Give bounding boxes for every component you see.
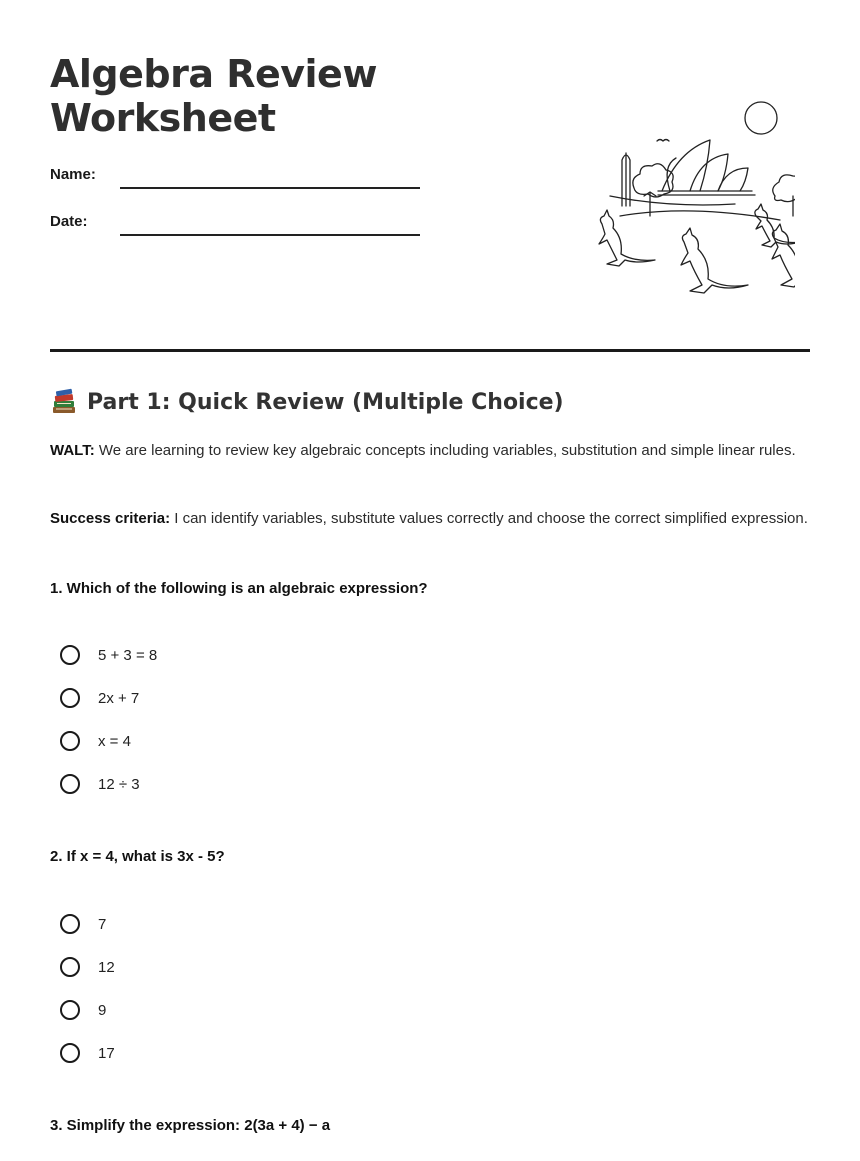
option-label: 7 (98, 915, 107, 933)
radio-button[interactable] (60, 957, 80, 977)
date-field-line[interactable] (120, 234, 420, 236)
radio-button[interactable] (60, 645, 80, 665)
option-label: 12 (98, 958, 115, 976)
question-2-option-a[interactable] (60, 914, 106, 934)
sydney-opera-house-kangaroos-illustration (550, 96, 795, 306)
question-2-option-c[interactable] (60, 1000, 106, 1020)
question-2-option-b[interactable] (60, 957, 115, 977)
worksheet-page (50, 0, 810, 1161)
question-2: 2. If x = 4, what is 3x - 5? (50, 848, 225, 865)
question-1-option-a[interactable] (60, 645, 157, 665)
books-icon (50, 388, 78, 416)
radio-button[interactable] (60, 914, 80, 934)
section-divider (50, 349, 810, 352)
radio-button[interactable] (60, 1000, 80, 1020)
radio-button[interactable] (60, 731, 80, 751)
option-label: 2x + 7 (98, 689, 140, 707)
walt-text: We are learning to review key algebraic concepts including variables, substitution and simple linear rules. (94, 442, 796, 459)
part-1-heading-text: Part 1: Quick Review (Multiple Choice) (87, 389, 564, 415)
radio-button[interactable] (60, 774, 80, 794)
question-1-option-d[interactable] (60, 774, 140, 794)
question-1-option-b[interactable] (60, 688, 139, 708)
option-label: 9 (98, 1001, 107, 1019)
question-1: 1. Which of the following is an algebraic expression? (50, 580, 428, 597)
success-criteria-text: I can identify variables, substitute values correctly and choose the correct simplified expression. (170, 510, 808, 527)
date-label: Date: (50, 213, 88, 230)
title-line-1: Algebra Review (50, 52, 377, 96)
part-1-heading (50, 388, 564, 416)
question-2-option-d[interactable] (60, 1043, 115, 1063)
radio-button[interactable] (60, 688, 80, 708)
question-1-option-c[interactable] (60, 731, 131, 751)
name-label: Name: (50, 166, 96, 183)
name-field-line[interactable] (120, 187, 420, 189)
option-label: 17 (98, 1044, 115, 1062)
option-label: x = 4 (98, 732, 131, 750)
success-criteria-paragraph (50, 506, 810, 532)
page-title (50, 52, 377, 140)
title-line-2: Worksheet (50, 96, 276, 140)
option-label: 12 ÷ 3 (98, 775, 140, 793)
walt-paragraph (50, 438, 810, 464)
question-3: 3. Simplify the expression: 2(3a + 4) − a (50, 1117, 331, 1134)
success-criteria-label: Success criteria: (50, 510, 171, 527)
walt-label: WALT: (50, 442, 95, 459)
radio-button[interactable] (60, 1043, 80, 1063)
option-label: 5 + 3 = 8 (98, 646, 158, 664)
